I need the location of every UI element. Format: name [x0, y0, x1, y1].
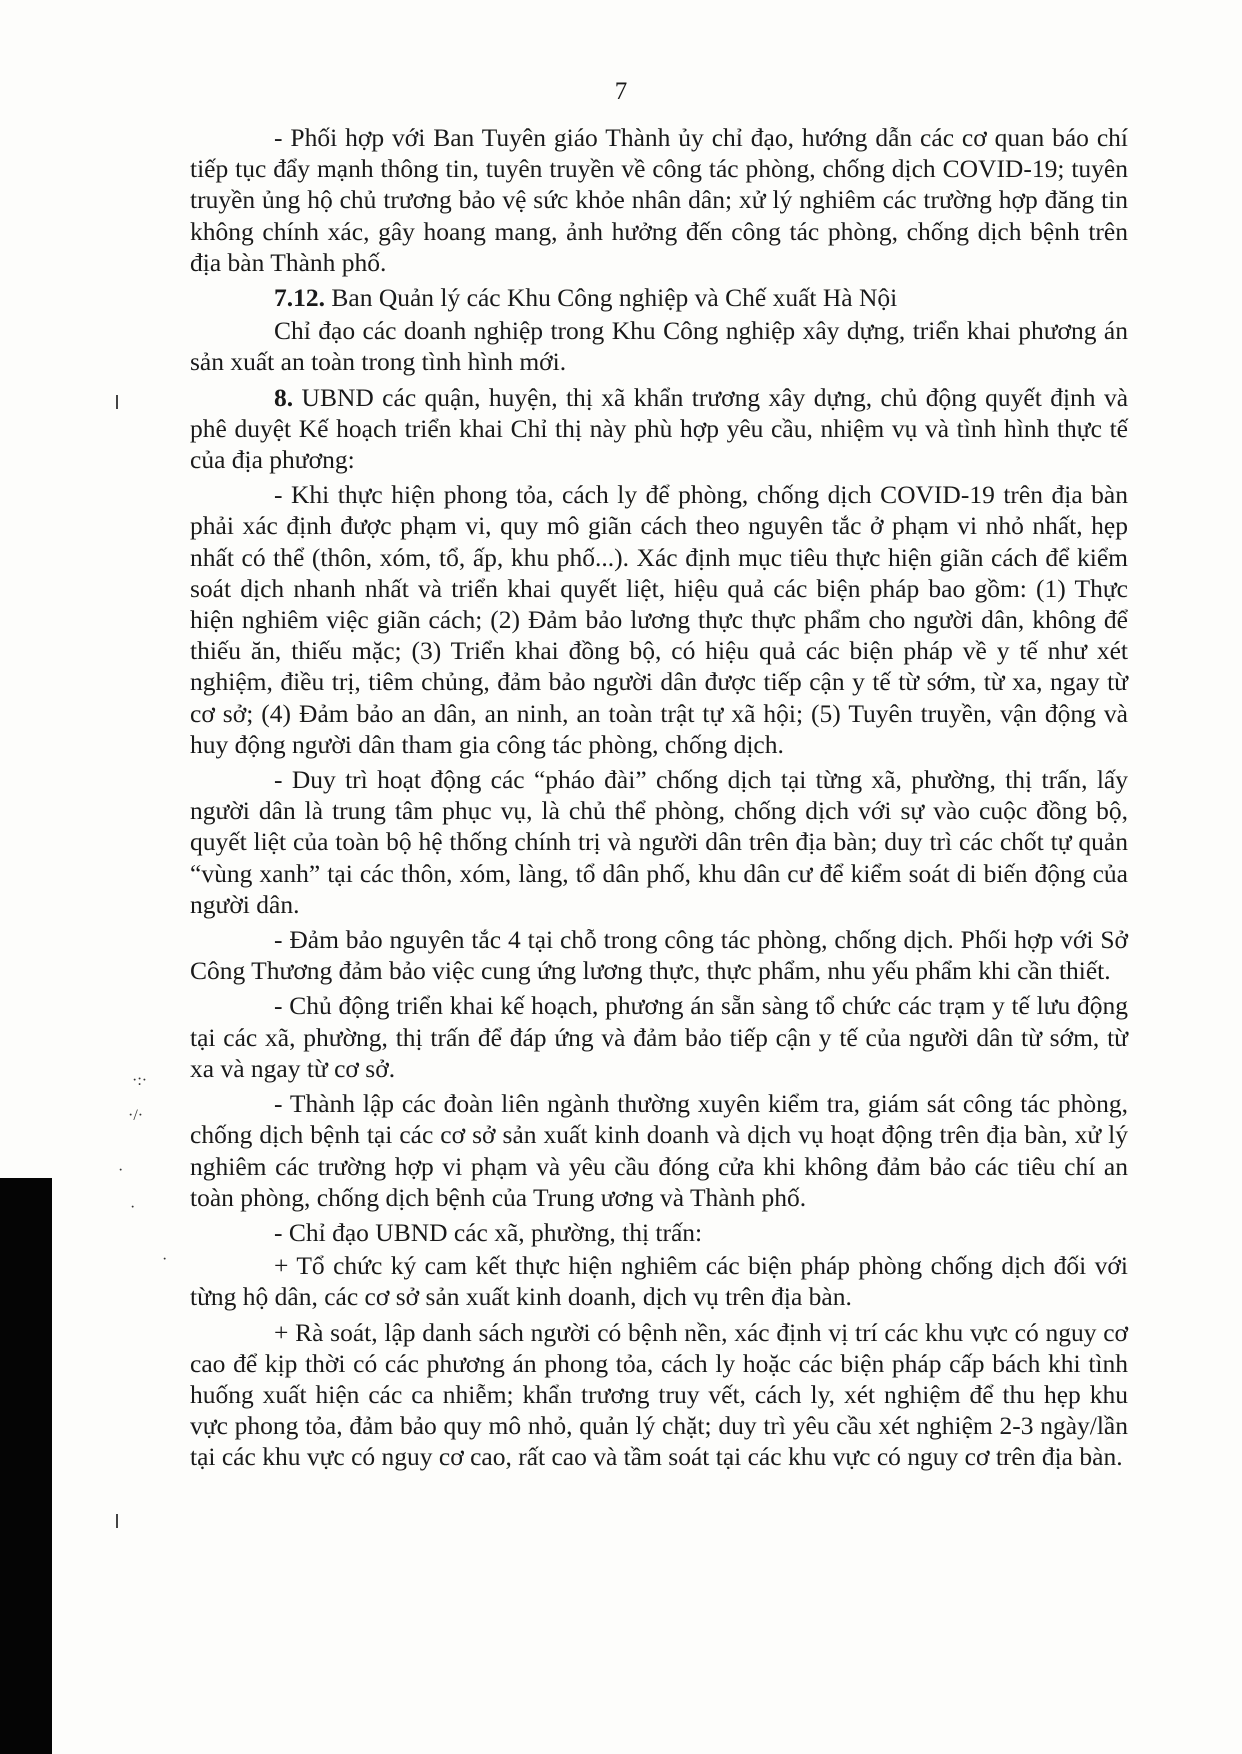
scan-mark — [116, 1514, 118, 1528]
page-number: 7 — [614, 78, 628, 105]
scan-edge-shadow — [0, 1178, 52, 1754]
paragraph-commitment: + Tổ chức ký cam kết thực hiện nghiêm các biện pháp phòng chống dịch đối với từng hộ dân, các cơ sở sản xuất kinh doanh, dịch vụ trên địa bàn. — [190, 1251, 1128, 1312]
document-body — [190, 122, 1128, 1477]
paragraph-mobile-medical: - Chủ động triển khai kế hoạch, phương án sẵn sàng tổ chức các trạm y tế lưu động tại các xã, phường, thị trấn để đáp ứng và đảm bảo tiếp cận y tế của người dân từ sớm, từ xa và ngay từ cơ sở. — [190, 991, 1128, 1083]
paragraph-screening: + Rà soát, lập danh sách người có bệnh nền, xác định vị trí các khu vực có nguy cơ cao để kịp thời có các phương án phong tỏa, cách ly hoặc các biện pháp cấp bách khi tình huống xuất hiện các ca nhiễm; khẩn trương truy vết, cách ly, xét nghiệm để thu hẹp khu vực phong tỏa, đảm bảo quy mô nhỏ, quản lý chặt; duy trì yêu cầu xét nghiệm 2-3 ngày/lần tại các khu vực có nguy cơ cao, rất cao và tầm soát tại các khu vực có nguy cơ trên địa bàn. — [190, 1317, 1128, 1472]
paragraph-fortress: - Duy trì hoạt động các “pháo đài” chống dịch tại từng xã, phường, thị trấn, lấy người dân là trung tâm phục vụ, là chủ thể phòng, chống dịch với sự vào cuộc đồng bộ, quyết liệt của toàn bộ hệ thống chính trị và người dân trên địa bàn; duy trì các chốt tự quản “vùng xanh” tại các thôn, xóm, làng, tổ dân phố, khu dân cư để kiểm soát di biến động của người dân. — [190, 765, 1128, 919]
paragraph-inspection-teams: - Thành lập các đoàn liên ngành thường xuyên kiểm tra, giám sát công tác phòng, chống dịch bệnh tại các cơ sở sản xuất kinh doanh và dịch vụ hoạt động trên địa bàn, xử lý nghiêm các trường hợp vi phạm và yêu cầu đóng cửa khi không đảm bảo các tiêu chí an toàn phòng, chống dịch bệnh của Trung ương và Thành phố. — [190, 1089, 1128, 1212]
paragraph-four-on-site: - Đảm bảo nguyên tắc 4 tại chỗ trong công tác phòng, chống dịch. Phối hợp với Sở Công Thương đảm bảo việc cung ứng lương thực, thực phẩm, nhu yếu phẩm khi cần thiết. — [190, 925, 1128, 986]
paragraph-industrial-zones: Chỉ đạo các doanh nghiệp trong Khu Công nghiệp xây dựng, triển khai phương án sản xuất an toàn trong tình hình mới. — [190, 316, 1128, 377]
section-8-number: 8. — [274, 382, 294, 412]
section-7-12-title: Ban Quản lý các Khu Công nghiệp và Chế xuất Hà Nội — [331, 283, 898, 313]
paragraph-commune-direction: - Chỉ đạo UBND các xã, phường, thị trấn: — [274, 1217, 703, 1247]
section-7-12-heading — [190, 282, 1128, 313]
section-8-text: UBND các quận, huyện, thị xã khẩn trương xây dựng, chủ động quyết định và phê duyệt Kế hoạch triển khai Chỉ thị này phù hợp yêu cầu, nhiệm vụ và tình hình thực tế của địa phương: — [190, 382, 1129, 475]
paragraph-lockdown: - Khi thực hiện phong tỏa, cách ly để phòng, chống dịch COVID-19 trên địa bàn phải xác định được phạm vi, quy mô giãn cách theo nguyên tắc ở phạm vi nhỏ nhất, hẹp nhất có thể (thôn, xóm, tổ, ấp, khu phố...). Xác định mục tiêu thực hiện giãn cách để kiểm soát dịch nhanh nhất và triển khai quyết liệt, hiệu quả các biện pháp bao gồm: (1) Thực hiện nghiêm việc giãn cách; (2) Đảm bảo lương thực thực phẩm cho người dân, không để thiếu ăn, thiếu mặc; (3) Triển khai đồng bộ, có hiệu quả các biện pháp về y tế như xét nghiệm, điều trị, tiêm chủng, đảm bảo người dân được tiếp cận y tế từ sớm, từ xa, ngay từ cơ sở; (4) Đảm bảo an dân, an ninh, an toàn trật tự xã hội; (5) Tuyên truyền, vận động và huy động người dân tham gia công tác phòng, chống dịch. — [190, 480, 1128, 759]
scan-speck: · — [162, 1251, 168, 1268]
paragraph-press-coordination: - Phối hợp với Ban Tuyên giáo Thành ủy chỉ đạo, hướng dẫn các cơ quan báo chí tiếp tục đẩy mạnh thông tin, tuyên truyền về công tác phòng, chống dịch COVID-19; tuyên truyền ủng hộ chủ trương bảo vệ sức khỏe nhân dân; xử lý nghiêm các trường hợp đăng tin không chính xác, gây hoang mang, ảnh hưởng đến công tác phòng, chống dịch bệnh trên địa bàn Thành phố. — [190, 123, 1128, 277]
scan-speck: · — [118, 1162, 124, 1179]
section-7-12-number: 7.12. — [274, 283, 325, 313]
scan-mark — [116, 395, 118, 409]
scan-speck: · — [130, 1199, 136, 1216]
scan-speck: ·:· — [132, 1072, 148, 1089]
scan-speck: ·/· — [128, 1107, 144, 1124]
section-8-paragraph — [190, 382, 1128, 476]
